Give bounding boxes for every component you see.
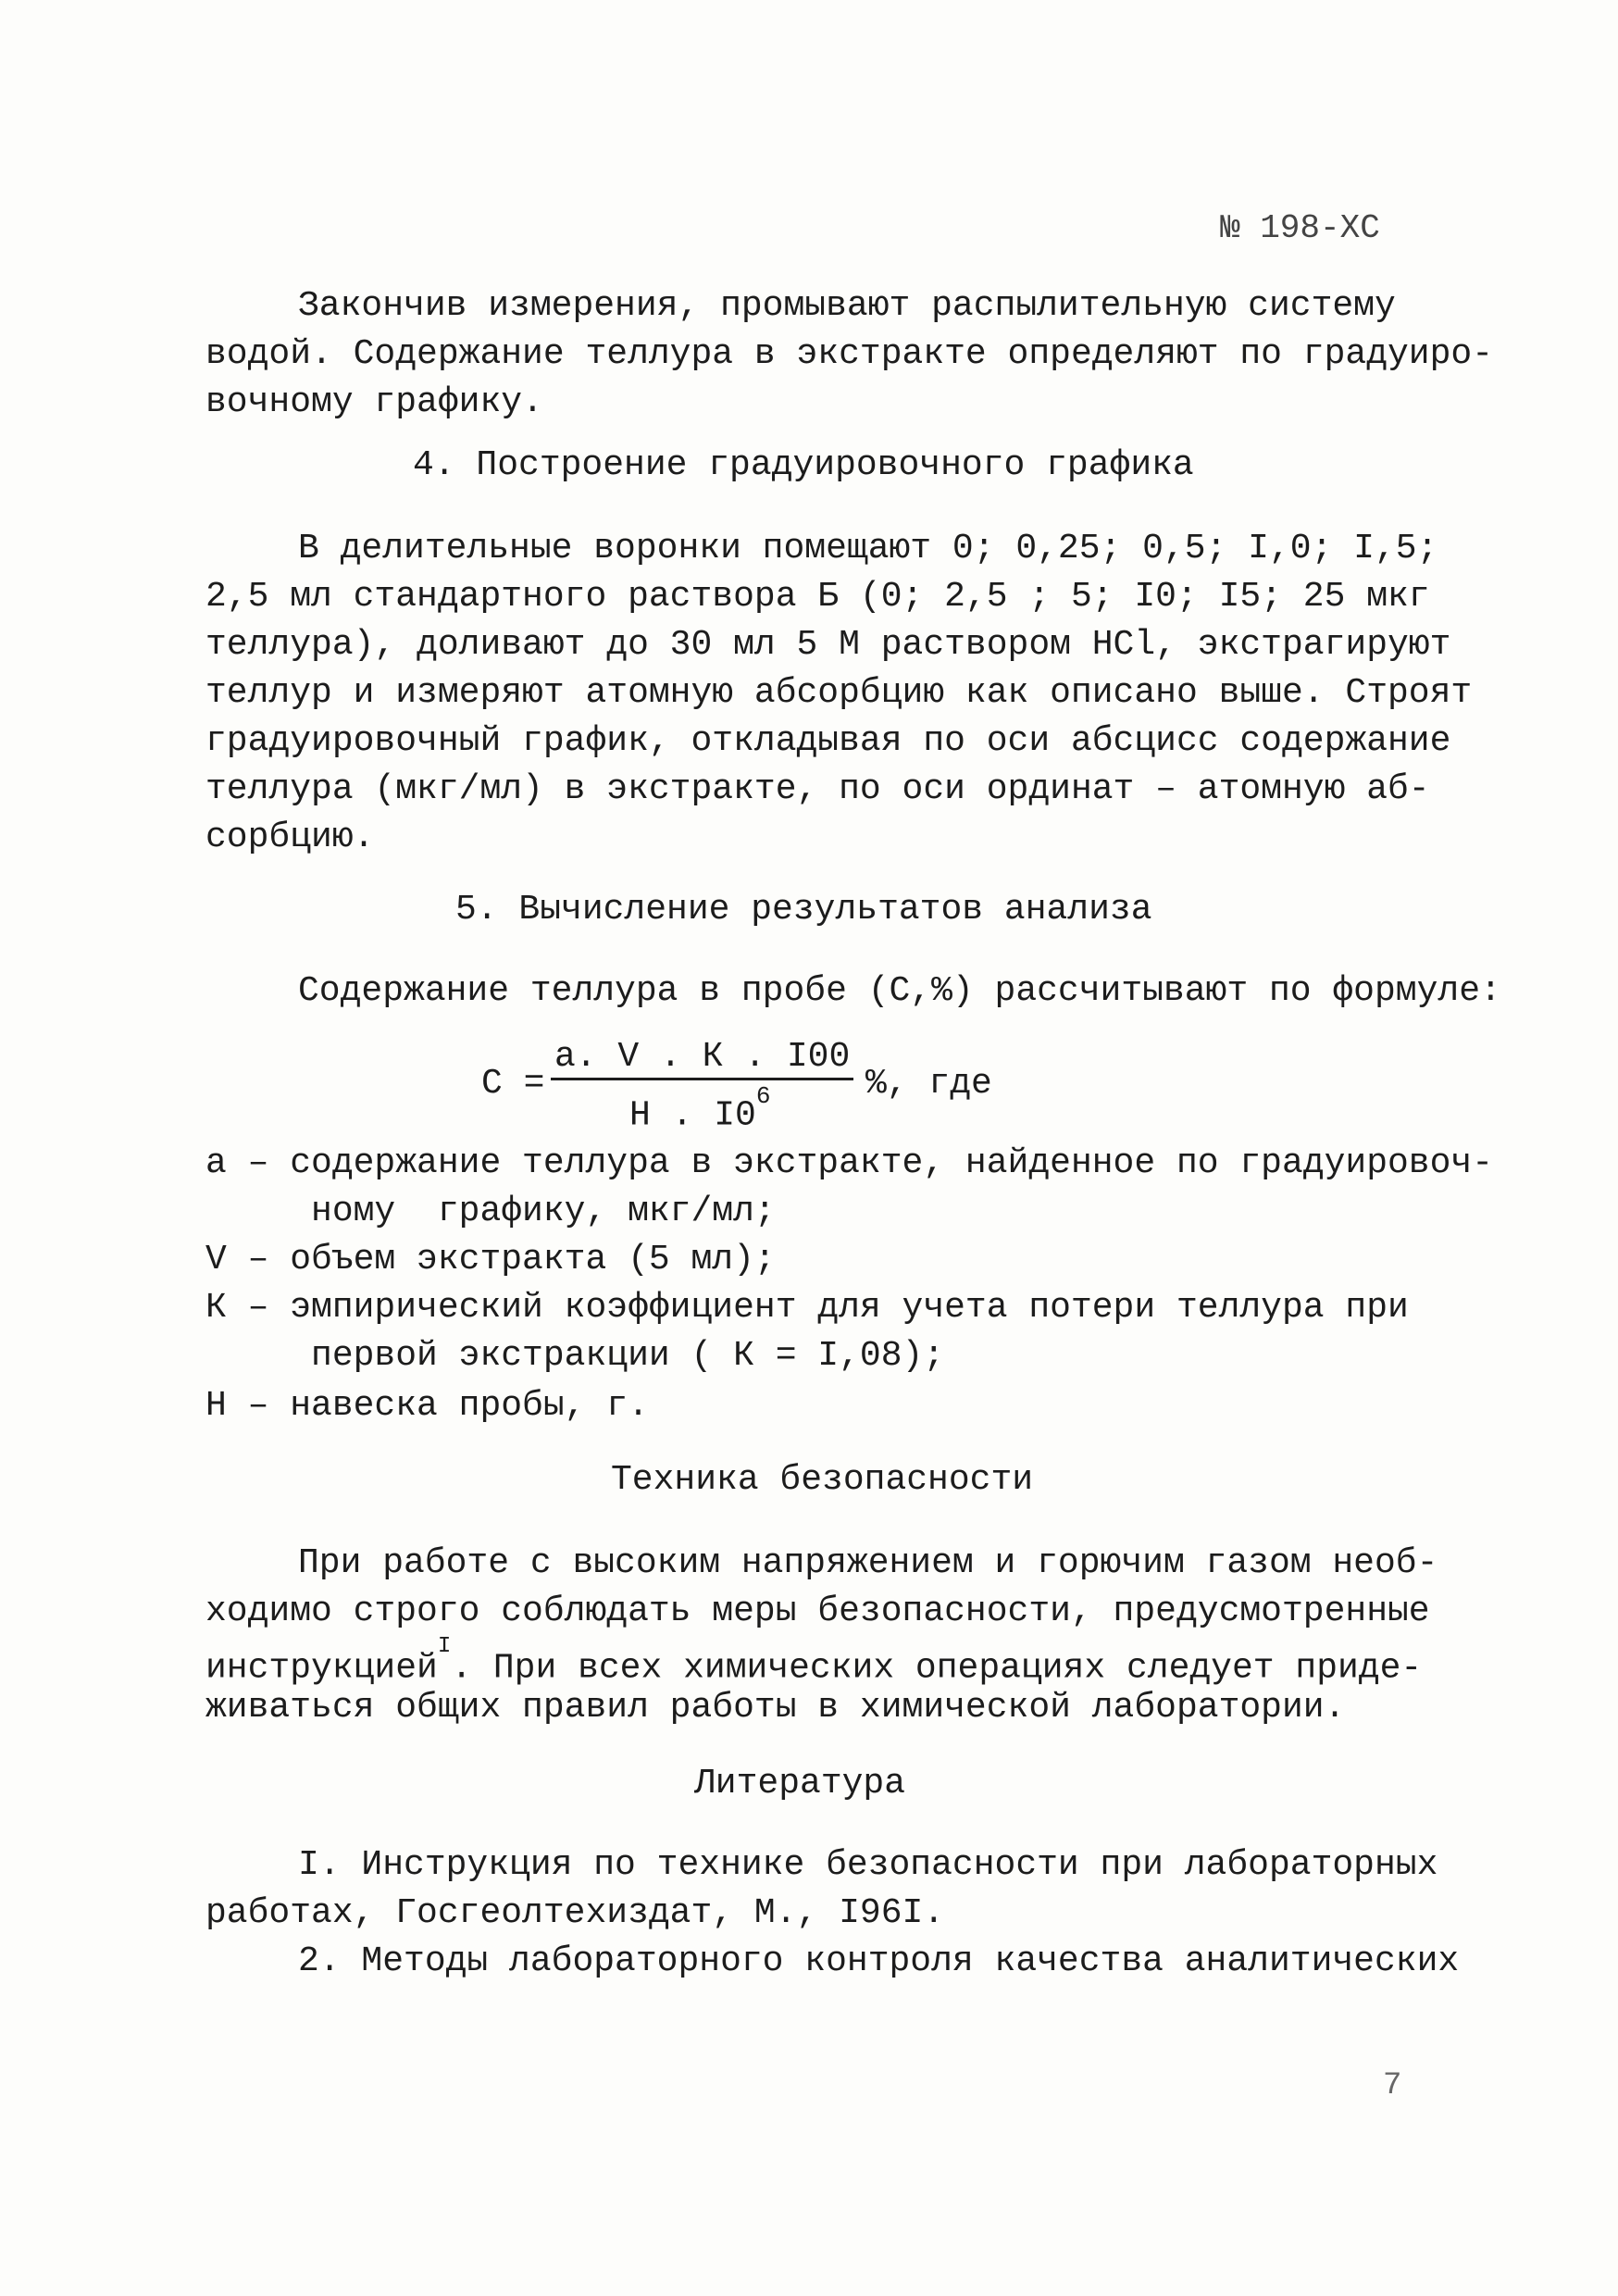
- section-4-line-4: теллур и измеряют атомную абсорбцию как описано выше. Строят: [205, 673, 1473, 713]
- safety-title: Техника безопасности: [611, 1460, 1034, 1500]
- definition-n: Н – навеска пробы, г.: [205, 1386, 649, 1426]
- section-4-line-6: теллура (мкг/мл) в экстракте, по оси ординат – атомную аб-: [205, 769, 1430, 809]
- safety-line-4: живаться общих правил работы в химической лаборатории.: [205, 1688, 1346, 1728]
- definition-k: К – эмпирический коэффициент для учета потери теллура при: [205, 1288, 1409, 1328]
- page-number: 7: [1383, 2068, 1402, 2103]
- intro-line-1: Закончив измерения, промывают распылительную систему: [298, 286, 1396, 326]
- formula-lhs: С =: [481, 1064, 545, 1104]
- section-5-intro: Содержание теллура в пробе (С,%) рассчитывают по формуле:: [298, 971, 1501, 1011]
- section-4-line-2: 2,5 мл стандартного раствора Б (0; 2,5 ; 5; I0; I5; 25 мкг: [205, 577, 1430, 617]
- definition-v: V – объем экстракта (5 мл);: [205, 1240, 776, 1279]
- section-4-line-3: теллура), доливают до 30 мл 5 М раствором HCl, экстрагируют: [205, 625, 1451, 665]
- definition-k-cont: первой экстракции ( К = I,08);: [205, 1336, 945, 1376]
- document-id: № 198-ХС: [1220, 209, 1380, 247]
- section-4-line-7: сорбцию.: [205, 817, 375, 857]
- definition-a-cont: ному графику, мкг/мл;: [205, 1192, 776, 1231]
- formula-unit: %, где: [865, 1064, 992, 1104]
- safety-line-1: При работе с высоким напряжением и горючим газом необ-: [298, 1543, 1438, 1583]
- intro-line-3: вочному графику.: [205, 382, 543, 422]
- formula-exponent: 6: [755, 1082, 771, 1110]
- definition-a: а – содержание теллура в экстракте, найденное по градуировоч-: [205, 1143, 1494, 1183]
- section-4-line-5: градуировочный график, откладывая по оси абсцисс содержание: [205, 721, 1451, 761]
- section-5-title: 5. Вычисление результатов анализа: [455, 890, 1152, 930]
- literature-item-1: I. Инструкция по технике безопасности при лабораторных: [298, 1845, 1438, 1885]
- formula-numerator: а. V . К . I00: [551, 1037, 853, 1080]
- safety-line-2: ходимо строго соблюдать меры безопасности, предусмотренные: [205, 1591, 1430, 1631]
- formula-denominator: Н . $I0^6$: [629, 1082, 771, 1136]
- literature-item-1-cont: работах, Госгеолтехиздат, М., I96I.: [205, 1893, 945, 1933]
- literature-title: Литература: [694, 1764, 906, 1803]
- section-4-title: 4. Построение градуировочного графика: [413, 445, 1194, 485]
- literature-item-2: 2. Методы лабораторного контроля качества аналитических: [298, 1941, 1460, 1981]
- formula: [481, 1037, 1129, 1148]
- safety-line-3: инструкцией$^I$. При всех химических операциях следует приде-: [205, 1634, 1423, 1689]
- footnote-mark: I: [437, 1634, 452, 1659]
- section-4-line-1: В делительные воронки помещают 0; 0,25; 0,5; I,0; I,5;: [298, 529, 1438, 568]
- intro-line-2: водой. Содержание теллура в экстракте определяют по градуиро-: [205, 334, 1494, 374]
